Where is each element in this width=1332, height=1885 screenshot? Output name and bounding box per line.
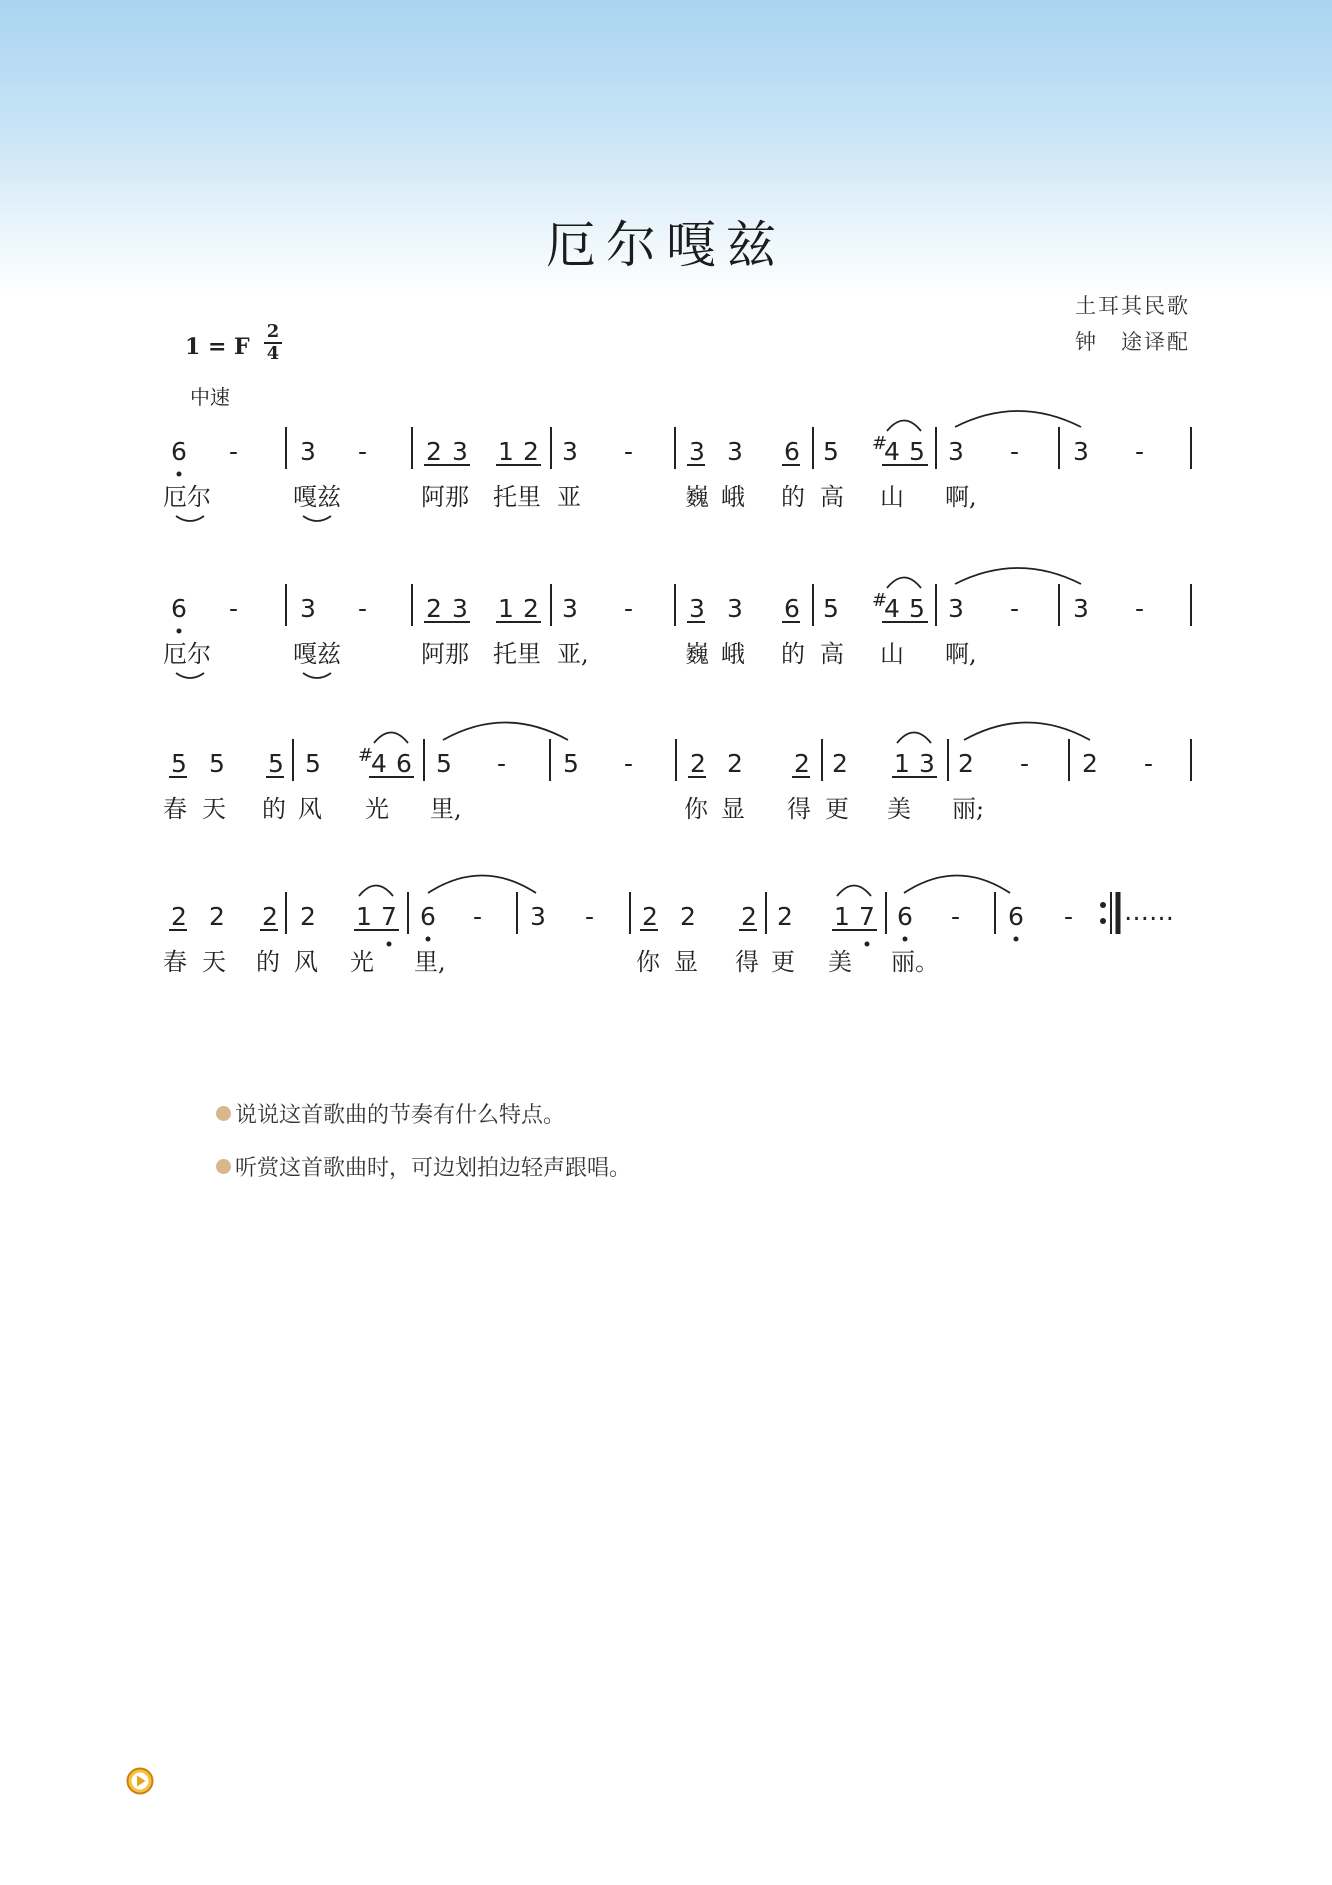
lyric: 天	[202, 948, 226, 976]
low-octave-dot	[1014, 937, 1019, 942]
note: 5	[171, 749, 187, 778]
note: 3	[1073, 437, 1089, 466]
lyric: 阿那	[421, 483, 469, 511]
note: 2	[777, 902, 793, 931]
note: 3	[300, 437, 316, 466]
key-signature: 1 = F	[185, 334, 250, 360]
note: 2	[426, 437, 442, 466]
tie	[964, 723, 1090, 741]
note: 3	[300, 594, 316, 623]
dash: -	[1135, 594, 1145, 623]
lyric: 高	[820, 640, 844, 668]
lyric: 啊,	[945, 483, 977, 511]
note: 6	[396, 749, 412, 778]
tempo-marking: 中速	[190, 385, 230, 409]
slur	[897, 733, 931, 744]
lyric: 风	[298, 795, 322, 823]
time-signature-bottom: 4	[266, 343, 280, 364]
score-line-2	[163, 568, 1191, 678]
low-octave-dot	[177, 629, 182, 634]
lyric: 美	[828, 948, 852, 976]
note: 5	[823, 437, 839, 466]
lyric: 厄尔	[163, 483, 211, 511]
note: 2	[209, 902, 225, 931]
lyric-slur	[176, 673, 204, 678]
dash: -	[585, 902, 595, 931]
note: 2	[262, 902, 278, 931]
note: 6	[171, 594, 187, 623]
lyric: 的	[781, 640, 805, 668]
note: 1	[498, 437, 514, 466]
sharp-sign: #	[872, 590, 888, 611]
tie	[955, 568, 1081, 584]
lyric: 显	[721, 795, 745, 823]
note: 4	[884, 437, 900, 466]
note: 7	[381, 902, 397, 931]
song-translator: 钟 途译配	[1075, 330, 1190, 354]
lyric: 里,	[414, 948, 446, 976]
note: 3	[562, 594, 578, 623]
lyric: 嘎兹	[293, 640, 341, 668]
lyric: 得	[735, 948, 759, 976]
note: 3	[727, 594, 743, 623]
note: 6	[420, 902, 436, 931]
dash: -	[624, 749, 634, 778]
sharp-sign: #	[358, 745, 374, 766]
note: 2	[680, 902, 696, 931]
lyric: 天	[202, 795, 226, 823]
note: 3	[727, 437, 743, 466]
lyric: 你	[684, 795, 708, 823]
lyric: 丽;	[952, 795, 985, 823]
note: 3	[948, 437, 964, 466]
note: 7	[859, 902, 875, 931]
note: 6	[784, 594, 800, 623]
lyric: 厄尔	[163, 640, 211, 668]
note: 2	[690, 749, 706, 778]
note: 5	[823, 594, 839, 623]
tie	[443, 723, 568, 741]
discussion-questions	[216, 1098, 631, 1204]
lyric: 里,	[430, 795, 462, 823]
lyric: 嘎兹	[293, 483, 341, 511]
note: 2	[794, 749, 810, 778]
repeat-dot	[1100, 918, 1106, 924]
question-item	[216, 1151, 631, 1182]
lyric: 光	[350, 948, 374, 976]
lyric: 山	[880, 640, 904, 668]
lyric: 的	[256, 948, 280, 976]
lyric: 峨	[721, 483, 745, 511]
score-line-4	[163, 876, 1174, 977]
note: 1	[834, 902, 850, 931]
note: 3	[530, 902, 546, 931]
lyric: 丽。	[891, 948, 939, 976]
note: 3	[562, 437, 578, 466]
note: 6	[897, 902, 913, 931]
lyric: 高	[820, 483, 844, 511]
low-octave-dot	[177, 472, 182, 477]
bullet-dot-icon	[216, 1106, 231, 1121]
note: 6	[171, 437, 187, 466]
dash: -	[1010, 594, 1020, 623]
play-icon[interactable]	[126, 1767, 154, 1795]
note: 2	[426, 594, 442, 623]
note: 5	[268, 749, 284, 778]
note: 5	[909, 594, 925, 623]
dash: -	[229, 437, 239, 466]
note: 2	[1082, 749, 1098, 778]
note: 2	[832, 749, 848, 778]
lyric: 亚	[557, 483, 581, 511]
note: 3	[689, 437, 705, 466]
dash: -	[229, 594, 239, 623]
note: 3	[1073, 594, 1089, 623]
lyric: 的	[262, 795, 286, 823]
lyric: 的	[781, 483, 805, 511]
note: 2	[300, 902, 316, 931]
dash: -	[1020, 749, 1030, 778]
lyric: 春	[163, 948, 187, 976]
note: 4	[884, 594, 900, 623]
note: 3	[948, 594, 964, 623]
lyric-slur	[303, 673, 331, 678]
slur	[887, 578, 921, 589]
lyric-slur	[303, 516, 331, 521]
time-signature-top: 2	[266, 321, 280, 342]
lyric: 峨	[721, 640, 745, 668]
lyric: 你	[636, 948, 660, 976]
question-item	[216, 1098, 631, 1129]
note: 3	[689, 594, 705, 623]
lyric: 巍	[685, 640, 709, 668]
note: 3	[919, 749, 935, 778]
note: 6	[1008, 902, 1024, 931]
lyric: 托里	[493, 483, 541, 511]
lyric: 更	[771, 948, 795, 976]
lyric-slur	[176, 516, 204, 521]
slur	[359, 886, 393, 897]
dash: -	[624, 594, 634, 623]
question-text: 听赏这首歌曲时，可边划拍边轻声跟唱。	[235, 1156, 632, 1181]
score-line-3	[163, 723, 1191, 824]
dash: -	[1135, 437, 1145, 466]
low-octave-dot	[903, 937, 908, 942]
score-line-1	[163, 411, 1191, 521]
lyric: 风	[294, 948, 318, 976]
note: 5	[305, 749, 321, 778]
note: 5	[209, 749, 225, 778]
dash: -	[624, 437, 634, 466]
dash: -	[1144, 749, 1154, 778]
low-octave-dot	[865, 942, 870, 947]
tie	[955, 411, 1081, 427]
lyric: 光	[365, 795, 389, 823]
note: 1	[356, 902, 372, 931]
note: 5	[563, 749, 579, 778]
tie	[904, 876, 1010, 894]
dash: -	[1010, 437, 1020, 466]
dash: -	[358, 594, 368, 623]
dash: -	[358, 437, 368, 466]
lyric: 巍	[685, 483, 709, 511]
song-origin: 土耳其民歌	[1075, 294, 1190, 318]
repeat-dot	[1100, 902, 1106, 908]
note: 1	[498, 594, 514, 623]
note: 2	[171, 902, 187, 931]
lyric: 亚,	[557, 640, 589, 668]
note: 3	[452, 437, 468, 466]
dash: -	[497, 749, 507, 778]
note: 5	[436, 749, 452, 778]
note: 3	[452, 594, 468, 623]
dash: -	[951, 902, 961, 931]
lyric: 显	[674, 948, 698, 976]
note: 2	[741, 902, 757, 931]
lyric: 春	[163, 795, 187, 823]
note: 5	[909, 437, 925, 466]
note: 2	[642, 902, 658, 931]
question-text: 说说这首歌曲的节奏有什么特点。	[235, 1103, 566, 1128]
note: 2	[523, 594, 539, 623]
lyric: 更	[825, 795, 849, 823]
lyric: 托里	[493, 640, 541, 668]
note: 2	[523, 437, 539, 466]
note: 2	[727, 749, 743, 778]
lyric: 得	[787, 795, 811, 823]
slur	[374, 733, 408, 744]
low-octave-dot	[387, 942, 392, 947]
sharp-sign: #	[872, 433, 888, 454]
low-octave-dot	[426, 937, 431, 942]
lyric: 美	[887, 795, 911, 823]
note: 1	[894, 749, 910, 778]
lyric: 啊,	[945, 640, 977, 668]
tie	[428, 876, 536, 894]
slur	[837, 886, 871, 897]
lyric: 阿那	[421, 640, 469, 668]
repeat-ellipsis: ……	[1124, 897, 1174, 926]
note: 4	[371, 749, 387, 778]
note: 6	[784, 437, 800, 466]
lyric: 山	[880, 483, 904, 511]
bullet-dot-icon	[216, 1159, 231, 1174]
note: 2	[958, 749, 974, 778]
slur	[887, 421, 921, 432]
dash: -	[1064, 902, 1074, 931]
dash: -	[473, 902, 483, 931]
song-title: 厄尔嘎兹	[546, 216, 786, 274]
